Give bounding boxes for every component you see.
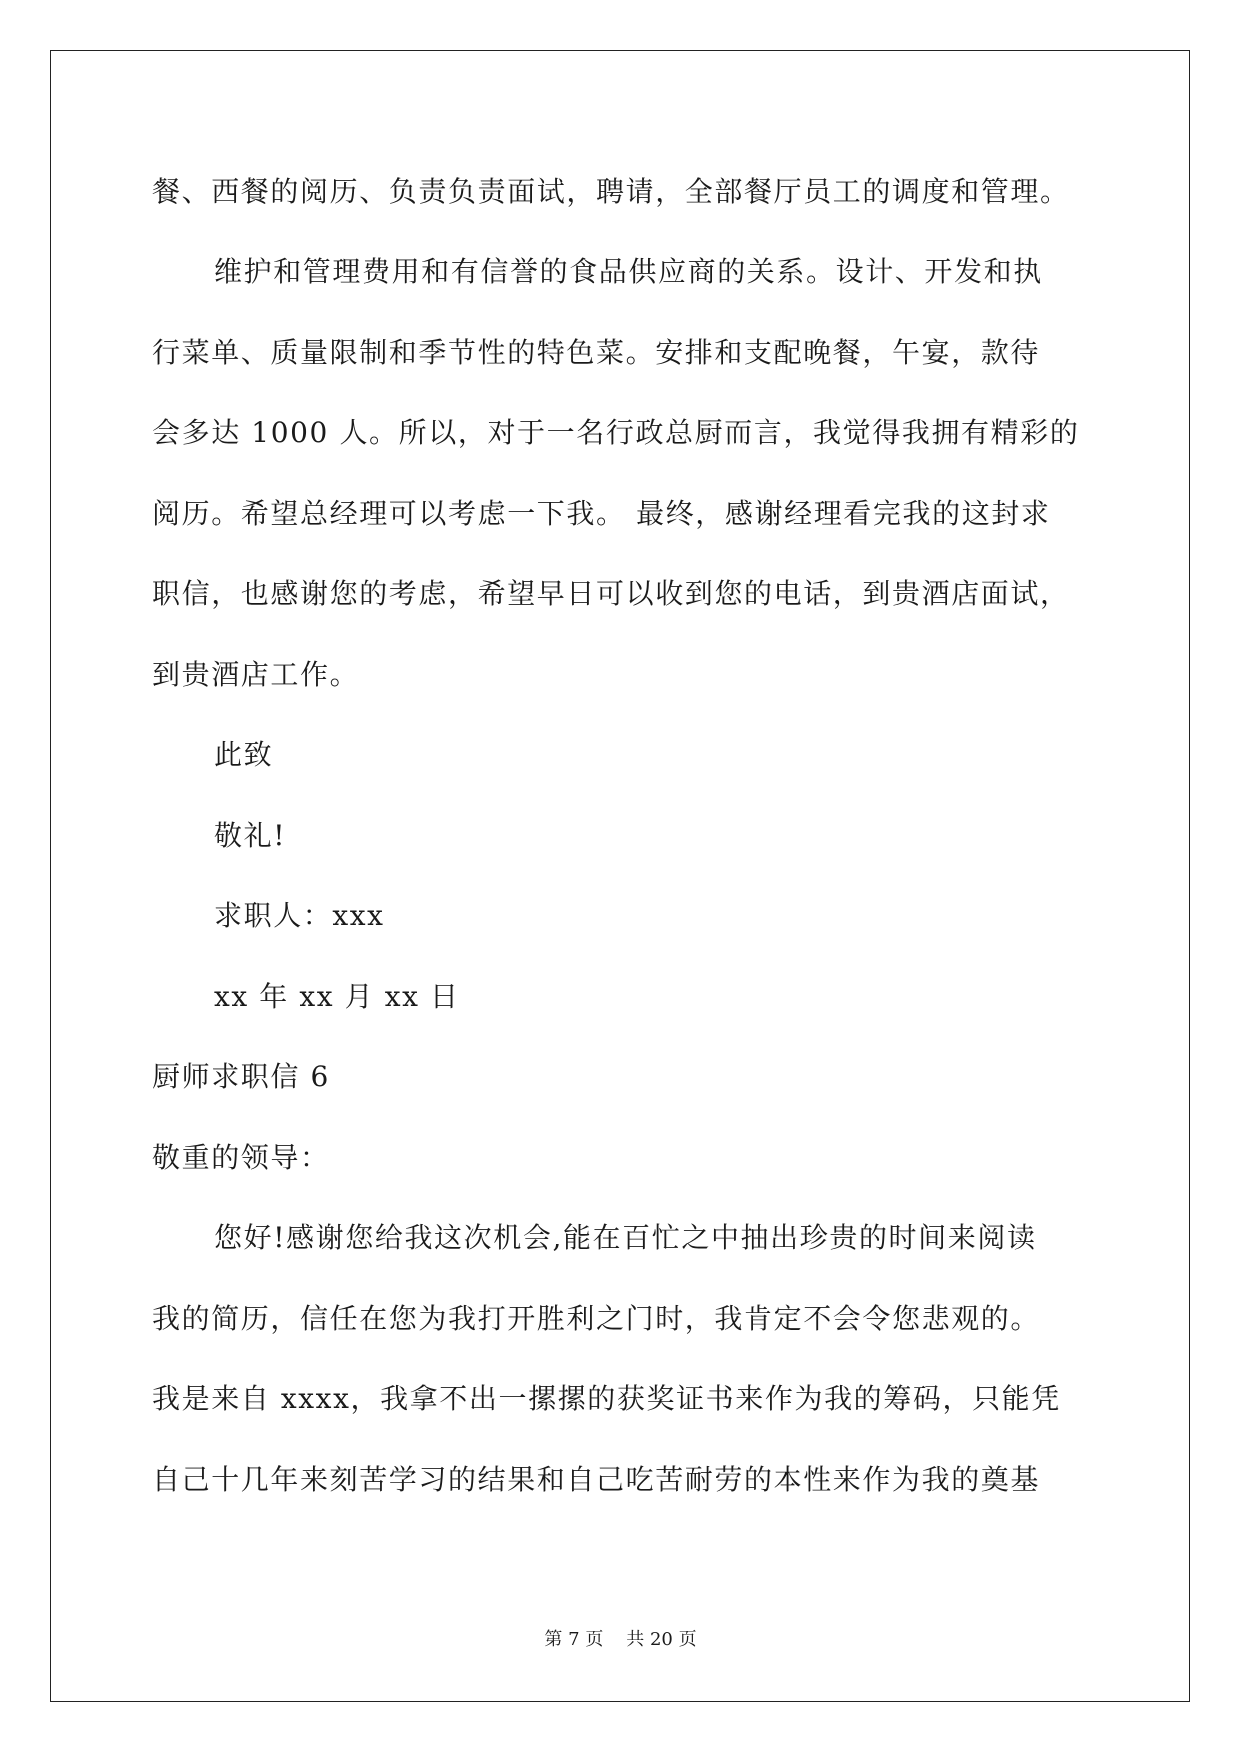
- page-footer: [0, 1628, 1241, 1652]
- applicant-signature: 求职人：xxx: [214, 899, 385, 932]
- text-line: 行菜单、质量限制和季节性的特色菜。安排和支配晚餐，午宴，款待: [152, 336, 1041, 369]
- letter-greeting: 敬重的领导：: [152, 1141, 330, 1174]
- text-line: 到贵酒店工作。: [152, 658, 360, 691]
- text-line: 维护和管理费用和有信誉的食品供应商的关系。设计、开发和执: [214, 255, 1043, 288]
- closing-regards: 敬礼!: [214, 819, 287, 852]
- letter-date: xx 年 xx 月 xx 日: [214, 980, 460, 1013]
- section-heading: 厨师求职信 6: [152, 1060, 330, 1093]
- text-line: 自己十几年来刻苦学习的结果和自己吃苦耐劳的本性来作为我的奠基: [152, 1463, 1041, 1496]
- text-line: 我的简历，信任在您为我打开胜利之门时，我肯定不会令您悲观的。: [152, 1302, 1041, 1335]
- text-line: 职信，也感谢您的考虑，希望早日可以收到您的电话，到贵酒店面试，: [152, 577, 1070, 610]
- text-line: 我是来自 xxxx，我拿不出一摞摞的获奖证书来作为我的筹码，只能凭: [152, 1382, 1061, 1415]
- page-total: 共 20 页: [626, 1629, 697, 1650]
- page-border: [50, 50, 1190, 1702]
- text-line: 您好!感谢您给我这次机会,能在百忙之中抽出珍贵的时间来阅读: [214, 1221, 1037, 1254]
- text-line: 餐、西餐的阅历、负责负责面试，聘请，全部餐厅员工的调度和管理。: [152, 175, 1070, 208]
- page-number: 第 7 页: [544, 1629, 604, 1650]
- text-line: 会多达 1000 人。所以，对于一名行政总厨而言，我觉得我拥有精彩的: [152, 416, 1080, 449]
- text-line: 阅历。希望总经理可以考虑一下我。 最终，感谢经理看完我的这封求: [152, 497, 1051, 530]
- closing-salutation: 此致: [214, 738, 274, 771]
